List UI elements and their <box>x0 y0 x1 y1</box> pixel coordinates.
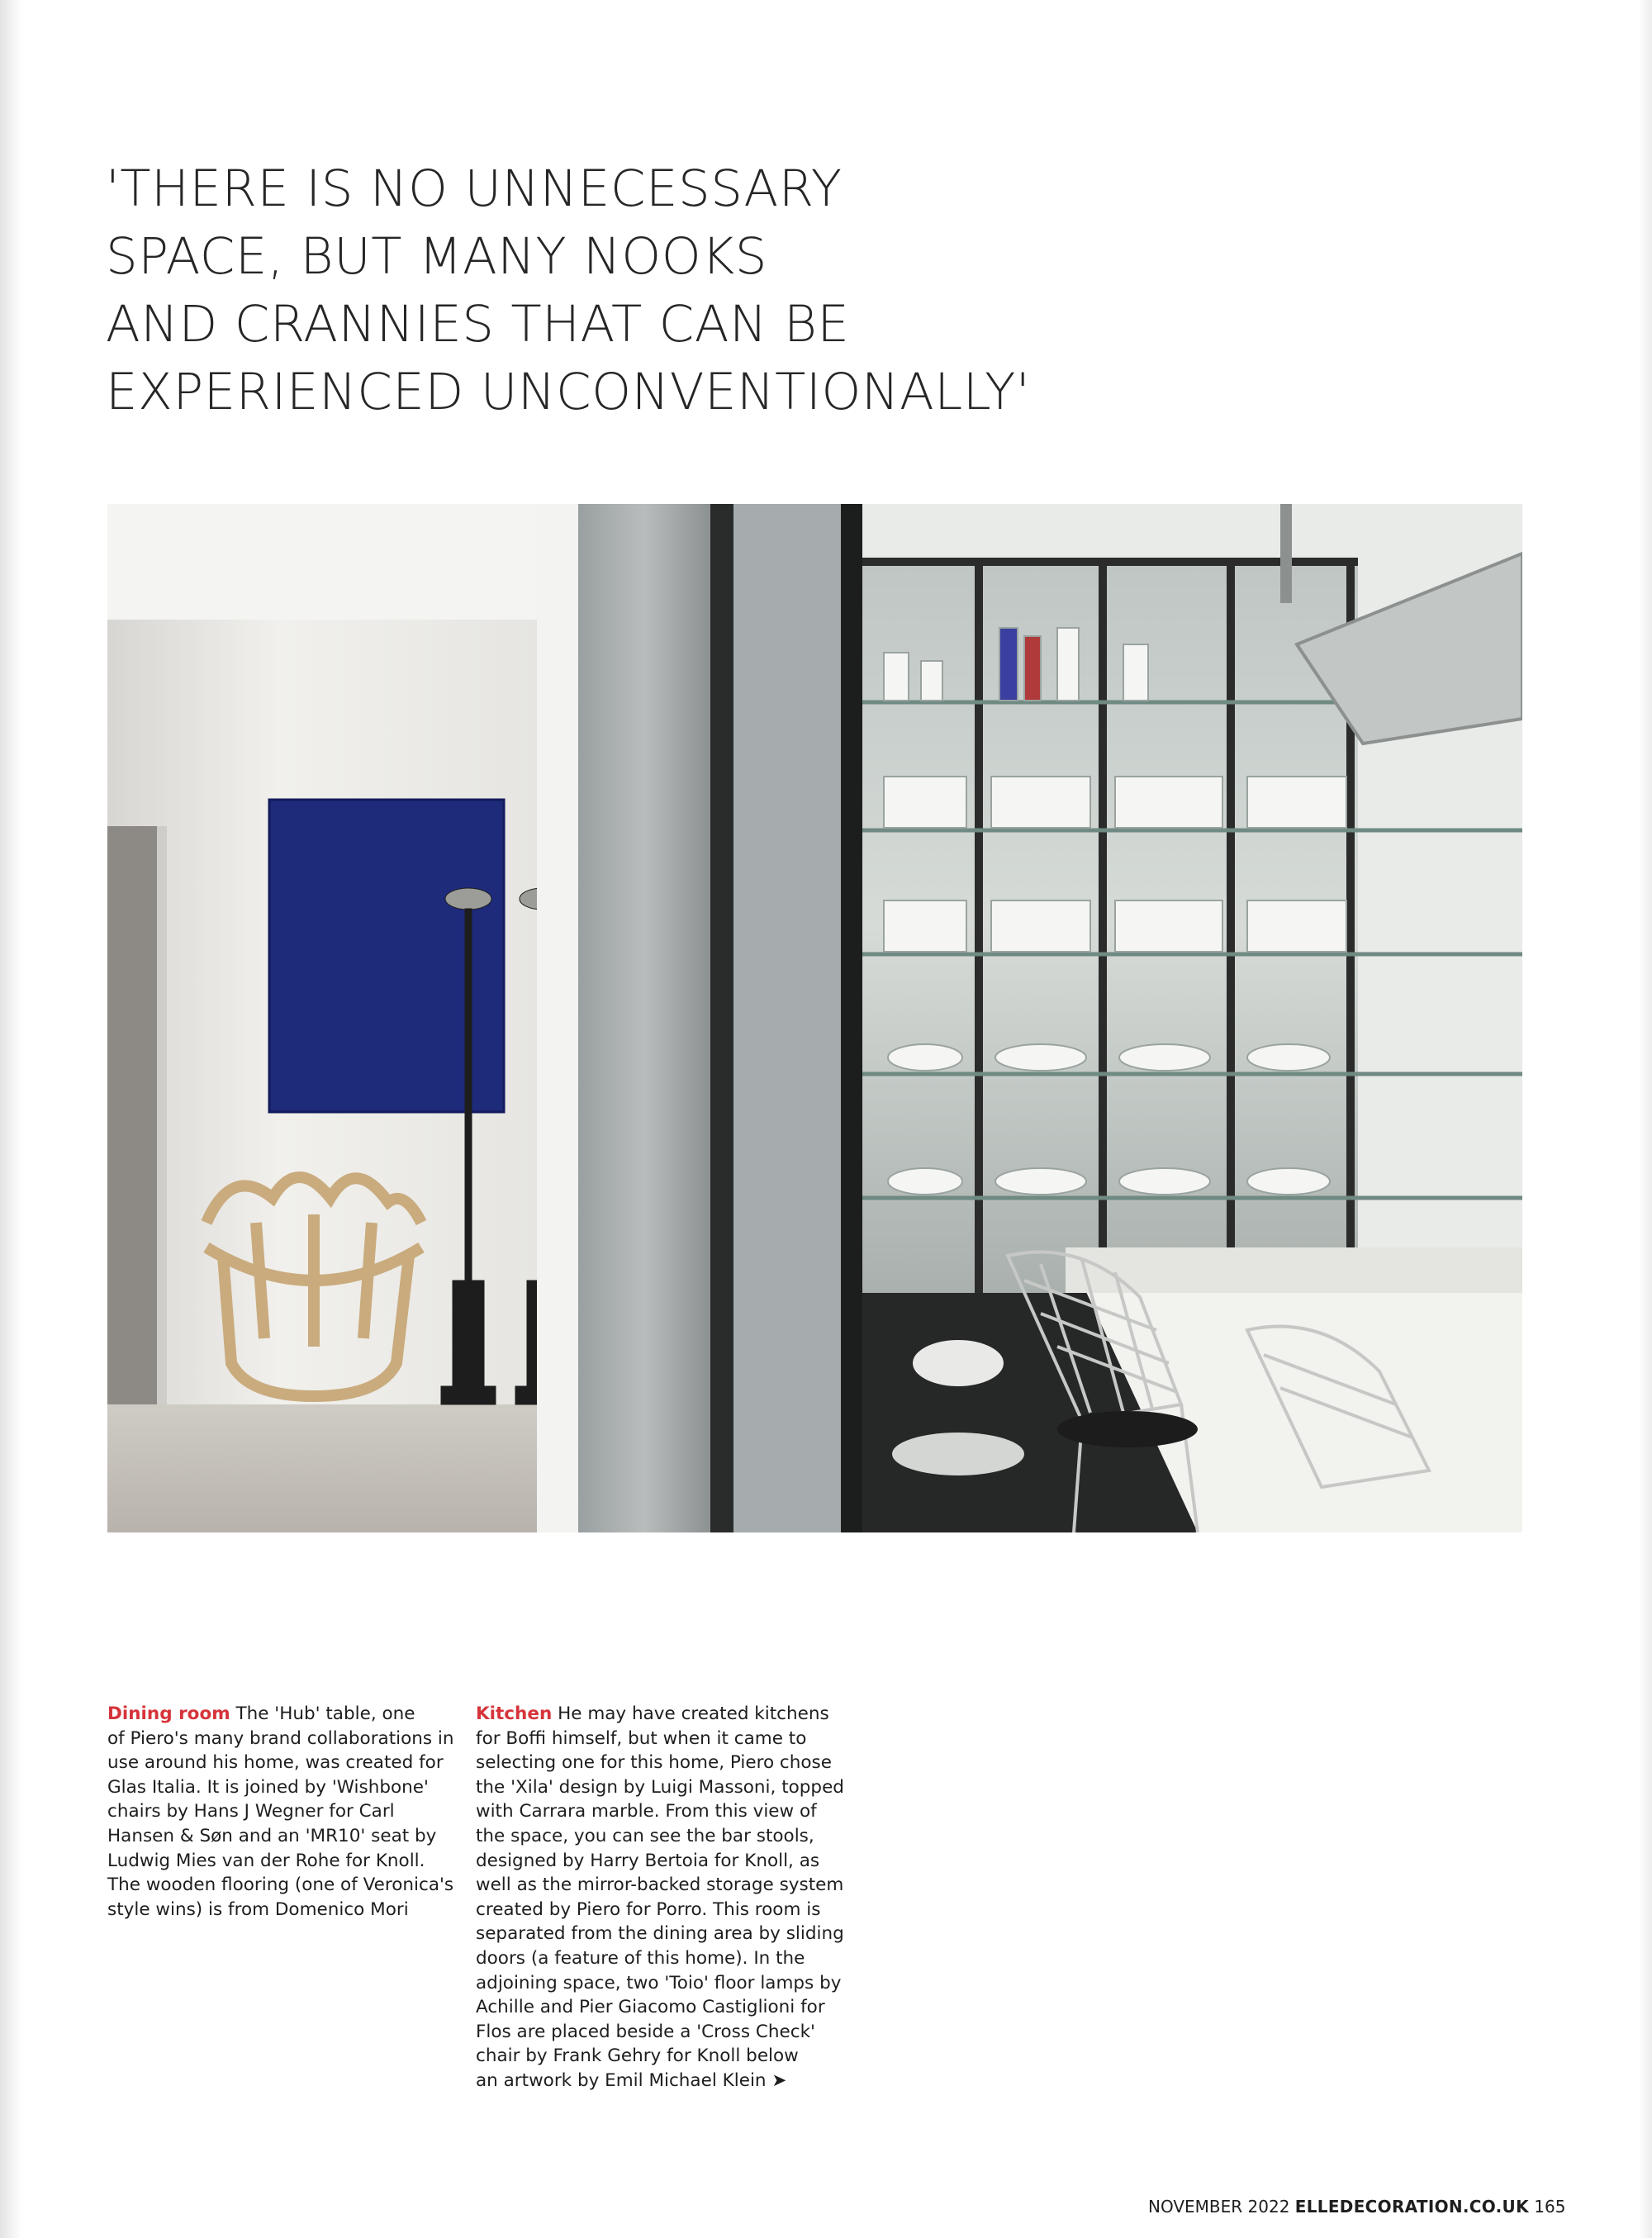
caption-line: use around his home, was created for <box>107 1752 444 1774</box>
caption-line: created by Piero for Porro. This room is <box>476 1898 821 1920</box>
caption-line: selecting one for this home, Piero chose <box>476 1752 832 1774</box>
caption-line: separated from the dining area by sliding <box>476 1923 844 1945</box>
caption-first-line <box>107 1702 463 1727</box>
page-edge-shadow <box>1639 0 1652 2238</box>
caption-line: Ludwig Mies van der Rohe for Knoll. <box>107 1850 425 1871</box>
folio-page-number: 165 <box>1534 2197 1566 2217</box>
pull-quote-line: EXPERIENCED UNCONVENTIONALLY' <box>106 363 1031 421</box>
caption-line: designed by Harry Bertoia for Knoll, as <box>476 1850 820 1871</box>
caption-line: Achille and Pier Giacomo Castiglioni for <box>476 1997 825 2018</box>
folio-site: ELLEDECORATION.CO.UK <box>1294 2197 1529 2217</box>
caption-line: the 'Xila' design by Luigi Massoni, topped <box>476 1776 844 1798</box>
caption-dining-room <box>107 1702 463 1922</box>
caption-line: Flos are placed beside a 'Cross Check' <box>476 2021 815 2042</box>
page-folio <box>1148 2197 1566 2217</box>
caption-heading: Dining room <box>107 1703 230 1724</box>
pull-quote <box>106 155 1031 426</box>
folio-issue: NOVEMBER 2022 <box>1148 2197 1290 2217</box>
pull-quote-line: AND CRANNIES THAT CAN BE <box>106 295 850 354</box>
caption-line: Glas Italia. It is joined by 'Wishbone' <box>107 1776 429 1798</box>
caption-line: chair by Frank Gehry for Knoll below <box>476 2046 799 2067</box>
caption-line: doors (a feature of this home). In the <box>476 1947 805 1969</box>
caption-line: Hansen & Søn and an 'MR10' seat by <box>107 1825 437 1846</box>
caption-line: an artwork by Emil Michael Klein ➤ <box>476 2069 787 2091</box>
caption-line: adjoining space, two 'Toio' floor lamps by <box>476 1972 842 1993</box>
caption-line: the space, you can see the bar stools, <box>476 1825 814 1846</box>
caption-text: The 'Hub' table, one <box>230 1703 415 1724</box>
caption-line: with Carrara marble. From this view of <box>476 1801 817 1822</box>
caption-line: well as the mirror-backed storage system <box>476 1875 844 1896</box>
pull-quote-line: 'THERE IS NO UNNECESSARY <box>106 159 843 218</box>
caption-heading: Kitchen <box>476 1703 553 1724</box>
caption-text: He may have created kitchens <box>552 1703 829 1724</box>
pull-quote-line: SPACE, BUT MANY NOOKS <box>106 227 767 286</box>
caption-line: of Piero's many brand collaborations in <box>107 1727 454 1749</box>
caption-first-line <box>476 1702 856 1727</box>
caption-line: The wooden flooring (one of Veronica's <box>107 1875 454 1896</box>
interior-photo-illustration <box>107 504 1522 1532</box>
interior-photo <box>107 504 1522 1532</box>
caption-line: chairs by Hans J Wegner for Carl <box>107 1801 395 1822</box>
caption-kitchen <box>476 1702 856 2093</box>
caption-line: for Boffi himself, but when it came to <box>476 1727 807 1749</box>
caption-line: style wins) is from Domenico Mori <box>107 1898 409 1920</box>
page-gutter-shadow <box>0 0 21 2238</box>
